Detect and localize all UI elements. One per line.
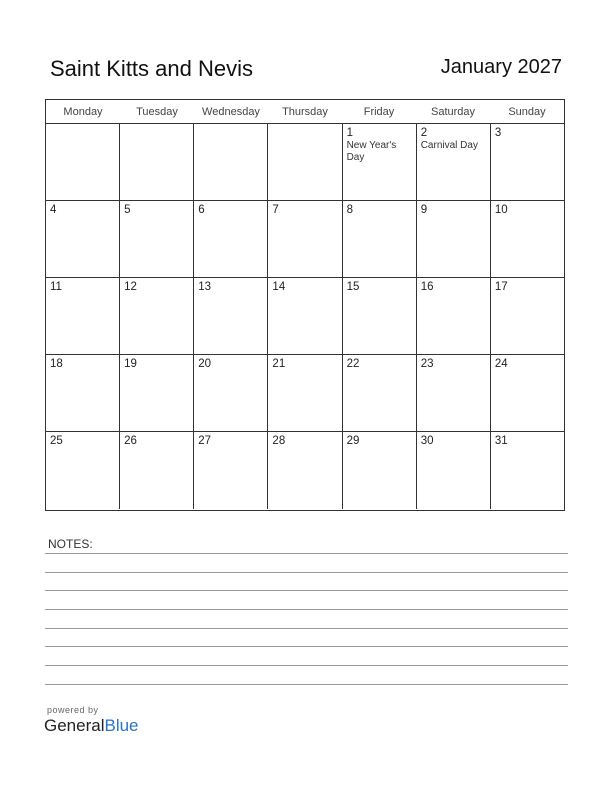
day-cell — [343, 432, 417, 509]
day-cell — [46, 278, 120, 354]
note-line — [45, 572, 568, 573]
week-row — [46, 124, 564, 201]
day-cell — [46, 124, 120, 200]
day-cell — [491, 124, 564, 200]
brand-general: General — [44, 716, 105, 735]
note-line — [45, 684, 568, 685]
day-cell — [343, 278, 417, 354]
day-number: 2 — [420, 127, 428, 139]
day-number: 9 — [420, 204, 428, 216]
day-number: 23 — [420, 358, 434, 370]
day-number: 7 — [272, 204, 279, 216]
week-row — [46, 278, 564, 355]
day-number: 11 — [50, 281, 62, 293]
holiday-label: Carnival Day — [420, 140, 478, 151]
day-cell — [268, 432, 342, 509]
weekday-friday: Friday — [363, 106, 395, 118]
day-number: 6 — [198, 204, 205, 216]
day-number: 14 — [272, 281, 286, 293]
day-cell — [120, 201, 194, 277]
day-number: 16 — [420, 281, 434, 293]
day-number: 30 — [420, 435, 434, 447]
day-number: 1 — [346, 127, 353, 139]
weekday-tuesday: Tuesday — [136, 106, 178, 118]
day-cell — [491, 278, 564, 354]
note-line — [45, 590, 568, 591]
weekday-header-row — [46, 100, 564, 124]
day-number: 8 — [346, 204, 353, 216]
day-cell — [343, 124, 417, 200]
day-cell — [46, 432, 120, 509]
day-cell — [120, 355, 194, 431]
day-number: 26 — [124, 435, 137, 447]
note-line — [45, 646, 568, 647]
day-cell — [194, 355, 268, 431]
day-cell — [417, 124, 491, 200]
month-title: January 2027 — [440, 56, 562, 78]
note-line — [45, 665, 568, 666]
powered-by-label: powered by — [47, 705, 99, 715]
day-number: 27 — [198, 435, 212, 447]
day-cell — [194, 201, 268, 277]
note-line — [45, 609, 568, 610]
day-cell — [417, 201, 491, 277]
day-number: 29 — [346, 435, 360, 447]
note-line — [45, 628, 568, 629]
day-number: 17 — [494, 281, 508, 293]
day-number: 28 — [272, 435, 286, 447]
week-row — [46, 355, 564, 432]
day-cell — [120, 278, 194, 354]
day-cell — [491, 355, 564, 431]
weekday-thursday: Thursday — [282, 106, 328, 118]
day-cell — [343, 355, 417, 431]
notes-label: NOTES: — [48, 537, 93, 551]
week-row — [46, 201, 564, 278]
day-cell — [120, 124, 194, 200]
day-number: 5 — [124, 204, 131, 216]
day-number: 12 — [124, 281, 137, 293]
holiday-label: New Year's Day — [346, 140, 397, 163]
weekday-monday: Monday — [63, 106, 103, 118]
day-cell — [194, 432, 268, 509]
day-cell — [343, 201, 417, 277]
day-cell — [268, 124, 342, 200]
day-number: 10 — [494, 204, 508, 216]
day-cell — [268, 355, 342, 431]
weekday-sunday: Sunday — [508, 106, 546, 118]
day-cell — [194, 124, 268, 200]
day-cell — [268, 201, 342, 277]
day-cell — [194, 278, 268, 354]
calendar-grid — [45, 99, 565, 511]
day-number: 20 — [198, 358, 212, 370]
brand-logo — [44, 716, 139, 736]
day-cell — [46, 355, 120, 431]
day-number: 4 — [50, 204, 57, 216]
brand-blue: Blue — [104, 716, 139, 735]
day-number: 22 — [346, 358, 360, 370]
day-number: 31 — [494, 435, 508, 447]
day-cell — [268, 278, 342, 354]
day-number: 18 — [50, 358, 63, 370]
day-number: 24 — [494, 358, 508, 370]
day-number: 3 — [494, 127, 502, 139]
weeks-container — [46, 124, 564, 509]
day-cell — [417, 432, 491, 509]
weekday-saturday: Saturday — [430, 106, 476, 118]
day-number: 25 — [50, 435, 63, 447]
day-number: 19 — [124, 358, 137, 370]
day-number: 15 — [346, 281, 360, 293]
day-cell — [491, 432, 564, 509]
weekday-wednesday: Wednesday — [202, 106, 260, 118]
day-cell — [417, 355, 491, 431]
week-row — [46, 432, 564, 509]
day-cell — [417, 278, 491, 354]
day-cell — [120, 432, 194, 509]
note-line — [45, 553, 568, 554]
day-cell — [46, 201, 120, 277]
country-title: Saint Kitts and Nevis — [50, 56, 253, 81]
day-cell — [491, 201, 564, 277]
day-number: 13 — [198, 281, 212, 293]
calendar-header — [50, 52, 562, 86]
day-number: 21 — [272, 358, 286, 370]
